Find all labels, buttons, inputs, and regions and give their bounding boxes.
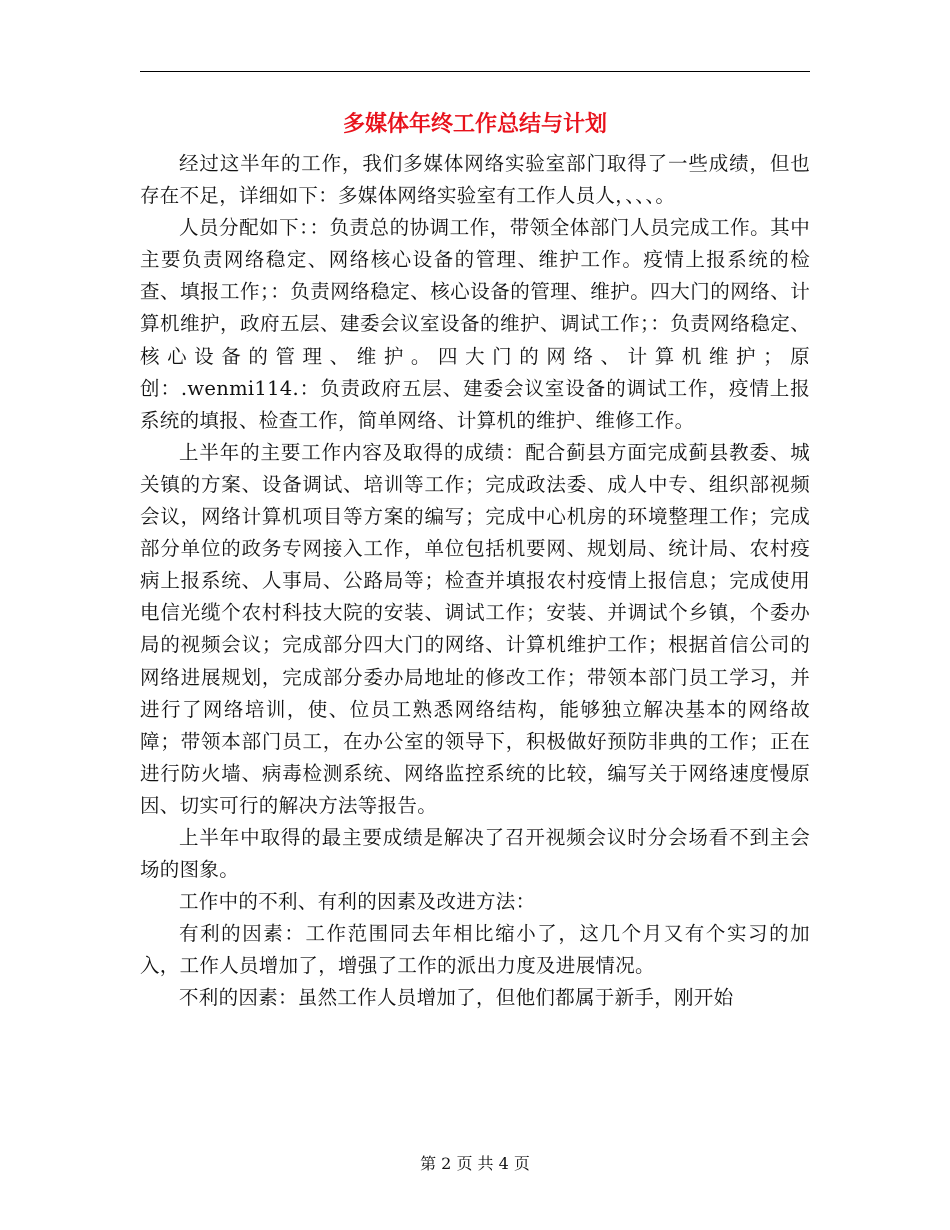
paragraph: 有利的因素：工作范围同去年相比缩小了，这几个月又有个实习的加入，工作人员增加了，增强了工作的派出力度及进展情况。 <box>140 922 810 978</box>
header-rule <box>140 71 810 72</box>
paragraph: 上半年中取得的最主要成绩是解决了召开视频会议时分会场看不到主会场的图象。 <box>140 825 810 882</box>
paragraph: 工作中的不利、有利的因素及改进方法： <box>179 890 536 914</box>
paragraph: 不利的因素：虽然工作人员增加了，但他们都属于新手，刚开始 <box>179 986 734 1010</box>
paragraph: 上半年的主要工作内容及取得的成绩：配合蓟县方面完成蓟县教委、城关镇的方案、设备调试、培训等工作；完成政法委、成人中专、组织部视频会议，网络计算机项目等方案的编写；完成中心机房的环境整理工作；完成部分单位的政务专网接入工作，单位包括机要网、规划局、统计局、农村疫病上报系统、人事局、公路局等；检查并填报农村疫情上报信息；完成使用电信光缆个农村科技大院的安装、调试工作；安装、并调试个乡镇，个委办局的视频会议；完成部分四大门的网络、计算机维护工作；根据首信公司的网络进展规划，完成部分委办局地址的修改工作；带领本部门员工学习，并进行了网络培训，使、位员工熟悉网络结构，能够独立解决基本的网络故障；带领本部门员工，在办公室的领导下，积极做好预防非典的工作；正在进行防火墙、病毒检测系统、网络监控系统的比较，编写关于网络速度慢原因、切实可行的解决方法等报告。 <box>140 440 810 817</box>
document-title: 多媒体年终工作总结与计划 <box>342 111 607 137</box>
page-number: 第 2 页 共 4 页 <box>420 1154 530 1173</box>
paragraph: 经过这半年的工作，我们多媒体网络实验室部门取得了一些成绩，但也存在不足，详细如下：多媒体网络实验室有工作人员人，、、、。 <box>140 152 810 208</box>
document-body <box>140 148 810 1015</box>
paragraph: 人员分配如下：：负责总的协调工作，带领全体部门人员完成工作。其中主要负责网络稳定、网络核心设备的管理、维护工作。疫情上报系统的检查、填报工作；：负责网络稳定、核心设备的管理、维护。四大门的网络、计算机维护，政府五层、建委会议室设备的维护、调试工作；：负责网络稳定、核心设备的管理、维护。四大门的网络、计算机维护；原创：.wenmi114.：负责政府五层、建委会议室设备的调试工作，疫情上报系统的填报、检查工作，简单网络、计算机的维护、维修工作。 <box>140 216 810 432</box>
